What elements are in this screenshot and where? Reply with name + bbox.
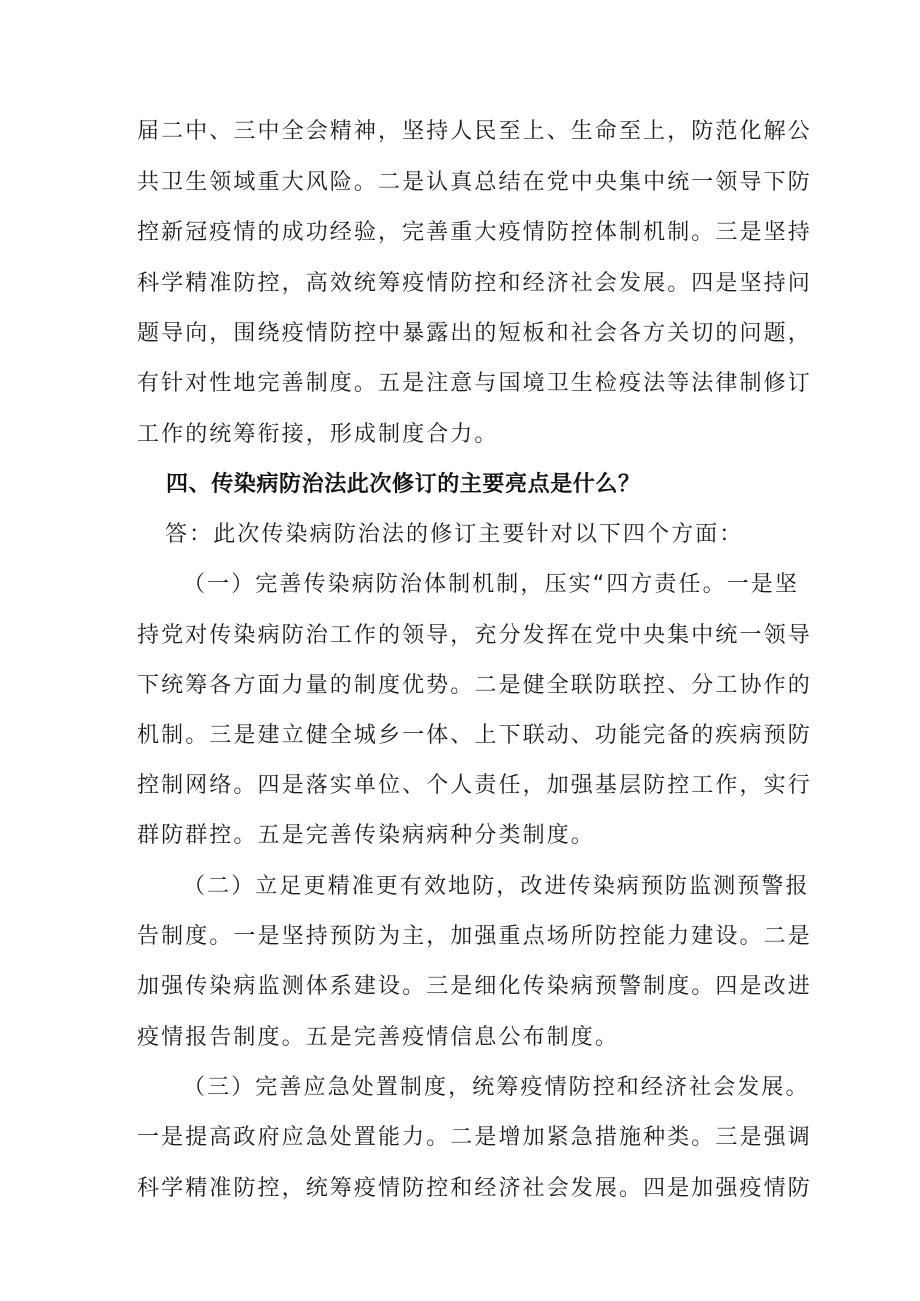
body-line-7: 工作的统筹衔接，形成制度合力。 [137,422,499,447]
point-two-line-3: 加强传染病监测体系建设。三是细化传染病预警制度。四是改进 [137,974,812,999]
body-line-4: 科学精准防控，高效统筹疫情防控和经济社会发展。四是坚持问 [137,271,812,296]
body-line-2: 共卫生领域重大风险。二是认真总结在党中央集中统一领导下防 [137,170,812,195]
body-line-5: 题导向，围绕疫情防控中暴露出的短板和社会各方关切的问题， [137,321,812,346]
point-one-line-1: （一）完善传染病防治体制机制，压实“四方责任。一是坚 [183,572,799,597]
body-line-1: 届二中、三中全会精神，坚持人民至上、生命至上，防范化解公 [137,119,812,144]
point-one-line-6: 群防群控。五是完善传染病病种分类制度。 [137,823,595,848]
point-one-line-2: 持党对传染病防治工作的领导，充分发挥在党中央集中统一领导 [137,623,812,648]
point-two-line-1: （二）立足更精准更有效地防，改进传染病预防监测预警报 [183,874,810,899]
point-two-line-2: 告制度。一是坚持预防为主，加强重点场所防控能力建设。二是 [137,924,812,949]
point-three-line-2: 一是提高政府应急处置能力。二是增加紧急措施种类。三是强调 [137,1125,812,1150]
point-one-line-5: 控制网络。四是落实单位、个人责任，加强基层防控工作，实行 [137,773,812,798]
answer-intro: 答：此次传染病防治法的修订主要针对以下四个方面： [165,522,744,547]
point-two-line-4: 疫情报告制度。五是完善疫情信息公布制度。 [137,1025,620,1050]
point-one-line-4: 机制。三是建立健全城乡一体、上下联动、功能完备的疾病预防 [137,723,812,748]
point-three-line-3: 科学精准防控，统筹疫情防控和经济社会发展。四是加强疫情防 [137,1176,812,1201]
point-one-line-3: 下统筹各方面力量的制度优势。二是健全联防联控、分工协作的 [137,673,812,698]
point-three-line-1: （三）完善应急处置制度，统筹疫情防控和经济社会发展。 [183,1075,810,1100]
body-line-6: 有针对性地完善制度。五是注意与国境卫生检疫法等法律制修订 [137,371,812,396]
section-heading: 四、传染病防治法此次修订的主要亮点是什么？ [166,472,641,497]
body-line-3: 控新冠疫情的成功经验，完善重大疫情防控体制机制。三是坚持 [137,220,812,245]
